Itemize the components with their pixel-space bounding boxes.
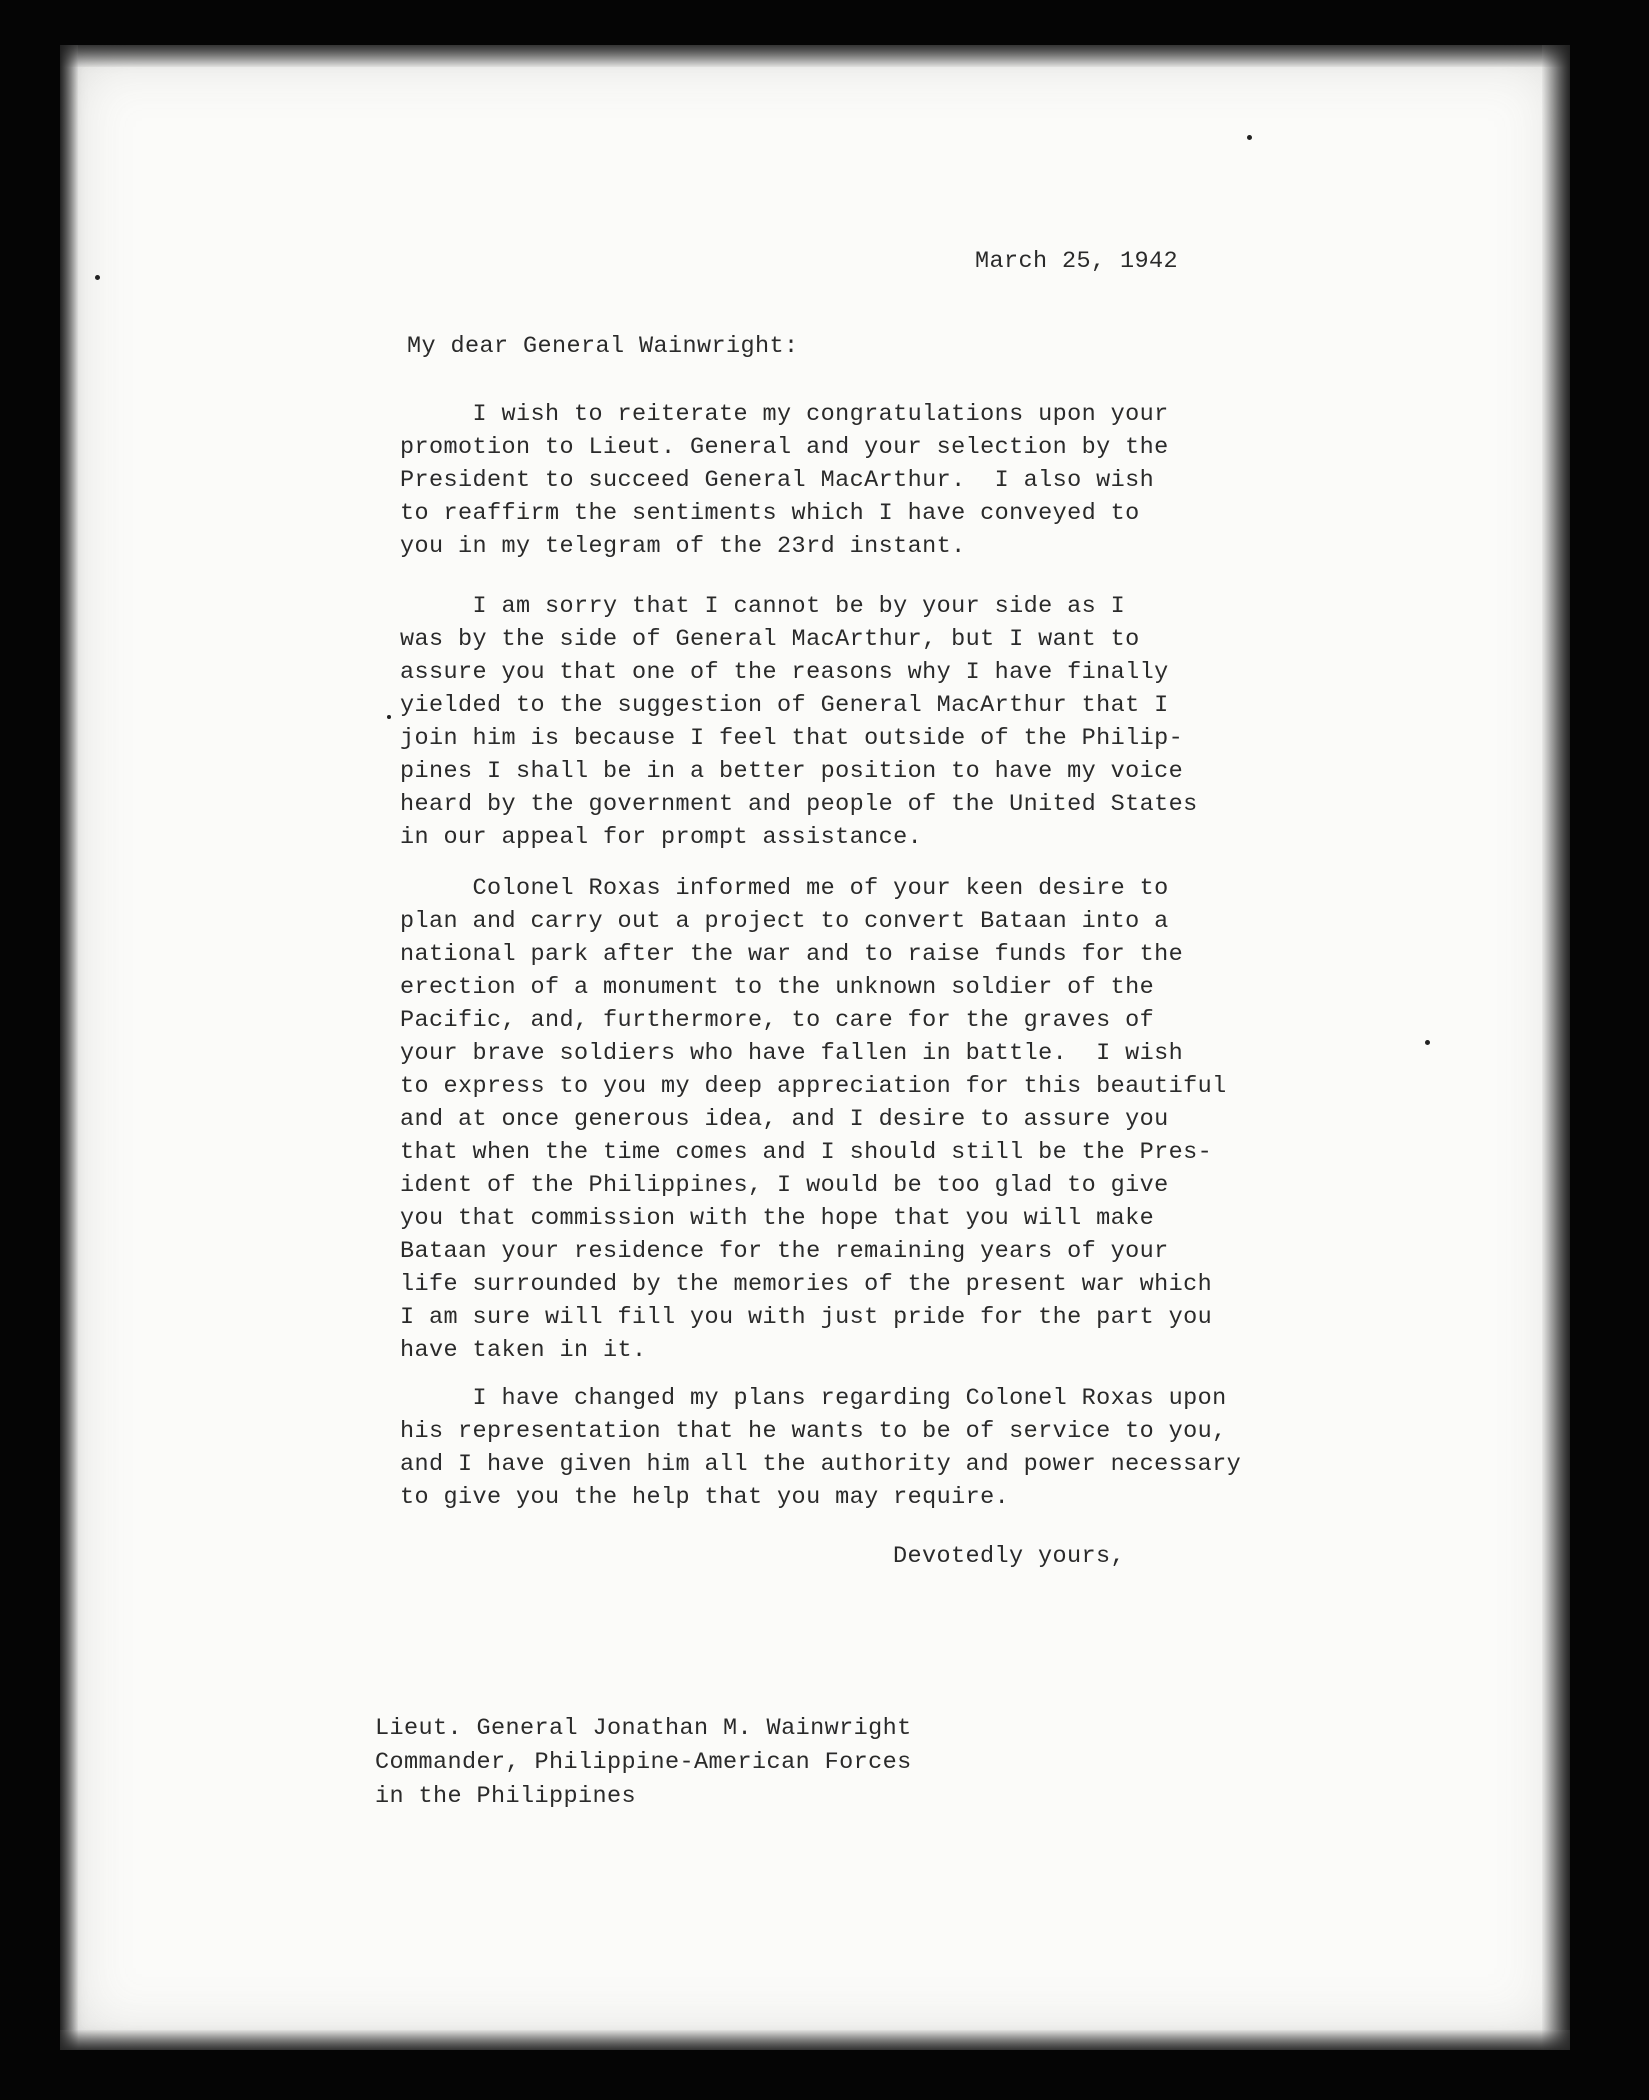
- paragraph-3: [400, 872, 1300, 1367]
- paragraph-line: Bataan your residence for the remaining years of your: [400, 1238, 1169, 1265]
- paper-top-edge-shadow: [60, 45, 1570, 67]
- paragraph-line: have taken in it.: [400, 1337, 647, 1364]
- paper-right-edge-shadow: [1542, 45, 1570, 2050]
- paragraph-line: I have changed my plans regarding Colonel Roxas upon: [400, 1385, 1227, 1412]
- letter-salutation: My dear General Wainwright:: [407, 333, 799, 360]
- ink-speck: [1425, 1040, 1430, 1045]
- paragraph-line: pines I shall be in a better position to have my voice: [400, 758, 1184, 785]
- paragraph-line: and at once generous idea, and I desire to assure you: [400, 1106, 1169, 1133]
- paragraph-1: [400, 398, 1300, 563]
- paragraph-line: yielded to the suggestion of General MacArthur that I: [400, 692, 1169, 719]
- paragraph-line: you that commission with the hope that you will make: [400, 1205, 1155, 1232]
- paragraph-line: join him is because I feel that outside of the Philip-: [400, 725, 1184, 752]
- paragraph-line: heard by the government and people of the United States: [400, 791, 1198, 818]
- paragraph-line: that when the time comes and I should still be the Pres-: [400, 1139, 1213, 1166]
- paragraph-2: [400, 590, 1300, 854]
- paragraph-line: in our appeal for prompt assistance.: [400, 824, 923, 851]
- paragraph-line: I am sorry that I cannot be by your side as I: [400, 593, 1126, 620]
- letter-closing: Devotedly yours,: [893, 1543, 1126, 1570]
- paragraph-line: life surrounded by the memories of the present war which: [400, 1271, 1213, 1298]
- ink-speck: [1247, 135, 1252, 140]
- paragraph-line: I am sure will fill you with just pride for the part you: [400, 1304, 1213, 1331]
- address-line: Lieut. General Jonathan M. Wainwright: [375, 1715, 912, 1742]
- paper-bottom-edge-shadow: [60, 2030, 1570, 2050]
- paragraph-line: you in my telegram of the 23rd instant.: [400, 533, 966, 560]
- paragraph-line: to give you the help that you may require.: [400, 1484, 1010, 1511]
- paragraph-line: to reaffirm the sentiments which I have conveyed to: [400, 500, 1140, 527]
- paragraph-line: and I have given him all the authority and power necessary: [400, 1451, 1242, 1478]
- paper-left-edge-shadow: [60, 45, 78, 2050]
- paragraph-line: your brave soldiers who have fallen in battle. I wish: [400, 1040, 1184, 1067]
- paragraph-line: was by the side of General MacArthur, but I want to: [400, 626, 1140, 653]
- paragraph-line: Colonel Roxas informed me of your keen desire to: [400, 875, 1169, 902]
- paragraph-line: President to succeed General MacArthur. I also wish: [400, 467, 1155, 494]
- paragraph-line: I wish to reiterate my congratulations upon your: [400, 401, 1169, 428]
- paragraph-line: ident of the Philippines, I would be too glad to give: [400, 1172, 1169, 1199]
- recipient-address: [375, 1712, 912, 1814]
- paragraph-line: his representation that he wants to be of service to you,: [400, 1418, 1227, 1445]
- paragraph-line: plan and carry out a project to convert Bataan into a: [400, 908, 1169, 935]
- paragraph-line: promotion to Lieut. General and your selection by the: [400, 434, 1169, 461]
- paragraph-line: erection of a monument to the unknown soldier of the: [400, 974, 1155, 1001]
- paragraph-line: assure you that one of the reasons why I have finally: [400, 659, 1169, 686]
- paragraph-line: national park after the war and to raise funds for the: [400, 941, 1184, 968]
- address-line: in the Philippines: [375, 1783, 637, 1810]
- address-line: Commander, Philippine-American Forces: [375, 1749, 912, 1776]
- paragraph-line: to express to you my deep appreciation for this beautiful: [400, 1073, 1227, 1100]
- letter-date: March 25, 1942: [975, 248, 1179, 275]
- paragraph-line: Pacific, and, furthermore, to care for the graves of: [400, 1007, 1155, 1034]
- ink-speck: [95, 275, 100, 280]
- paragraph-4: [400, 1382, 1300, 1514]
- ink-speck: [387, 715, 391, 719]
